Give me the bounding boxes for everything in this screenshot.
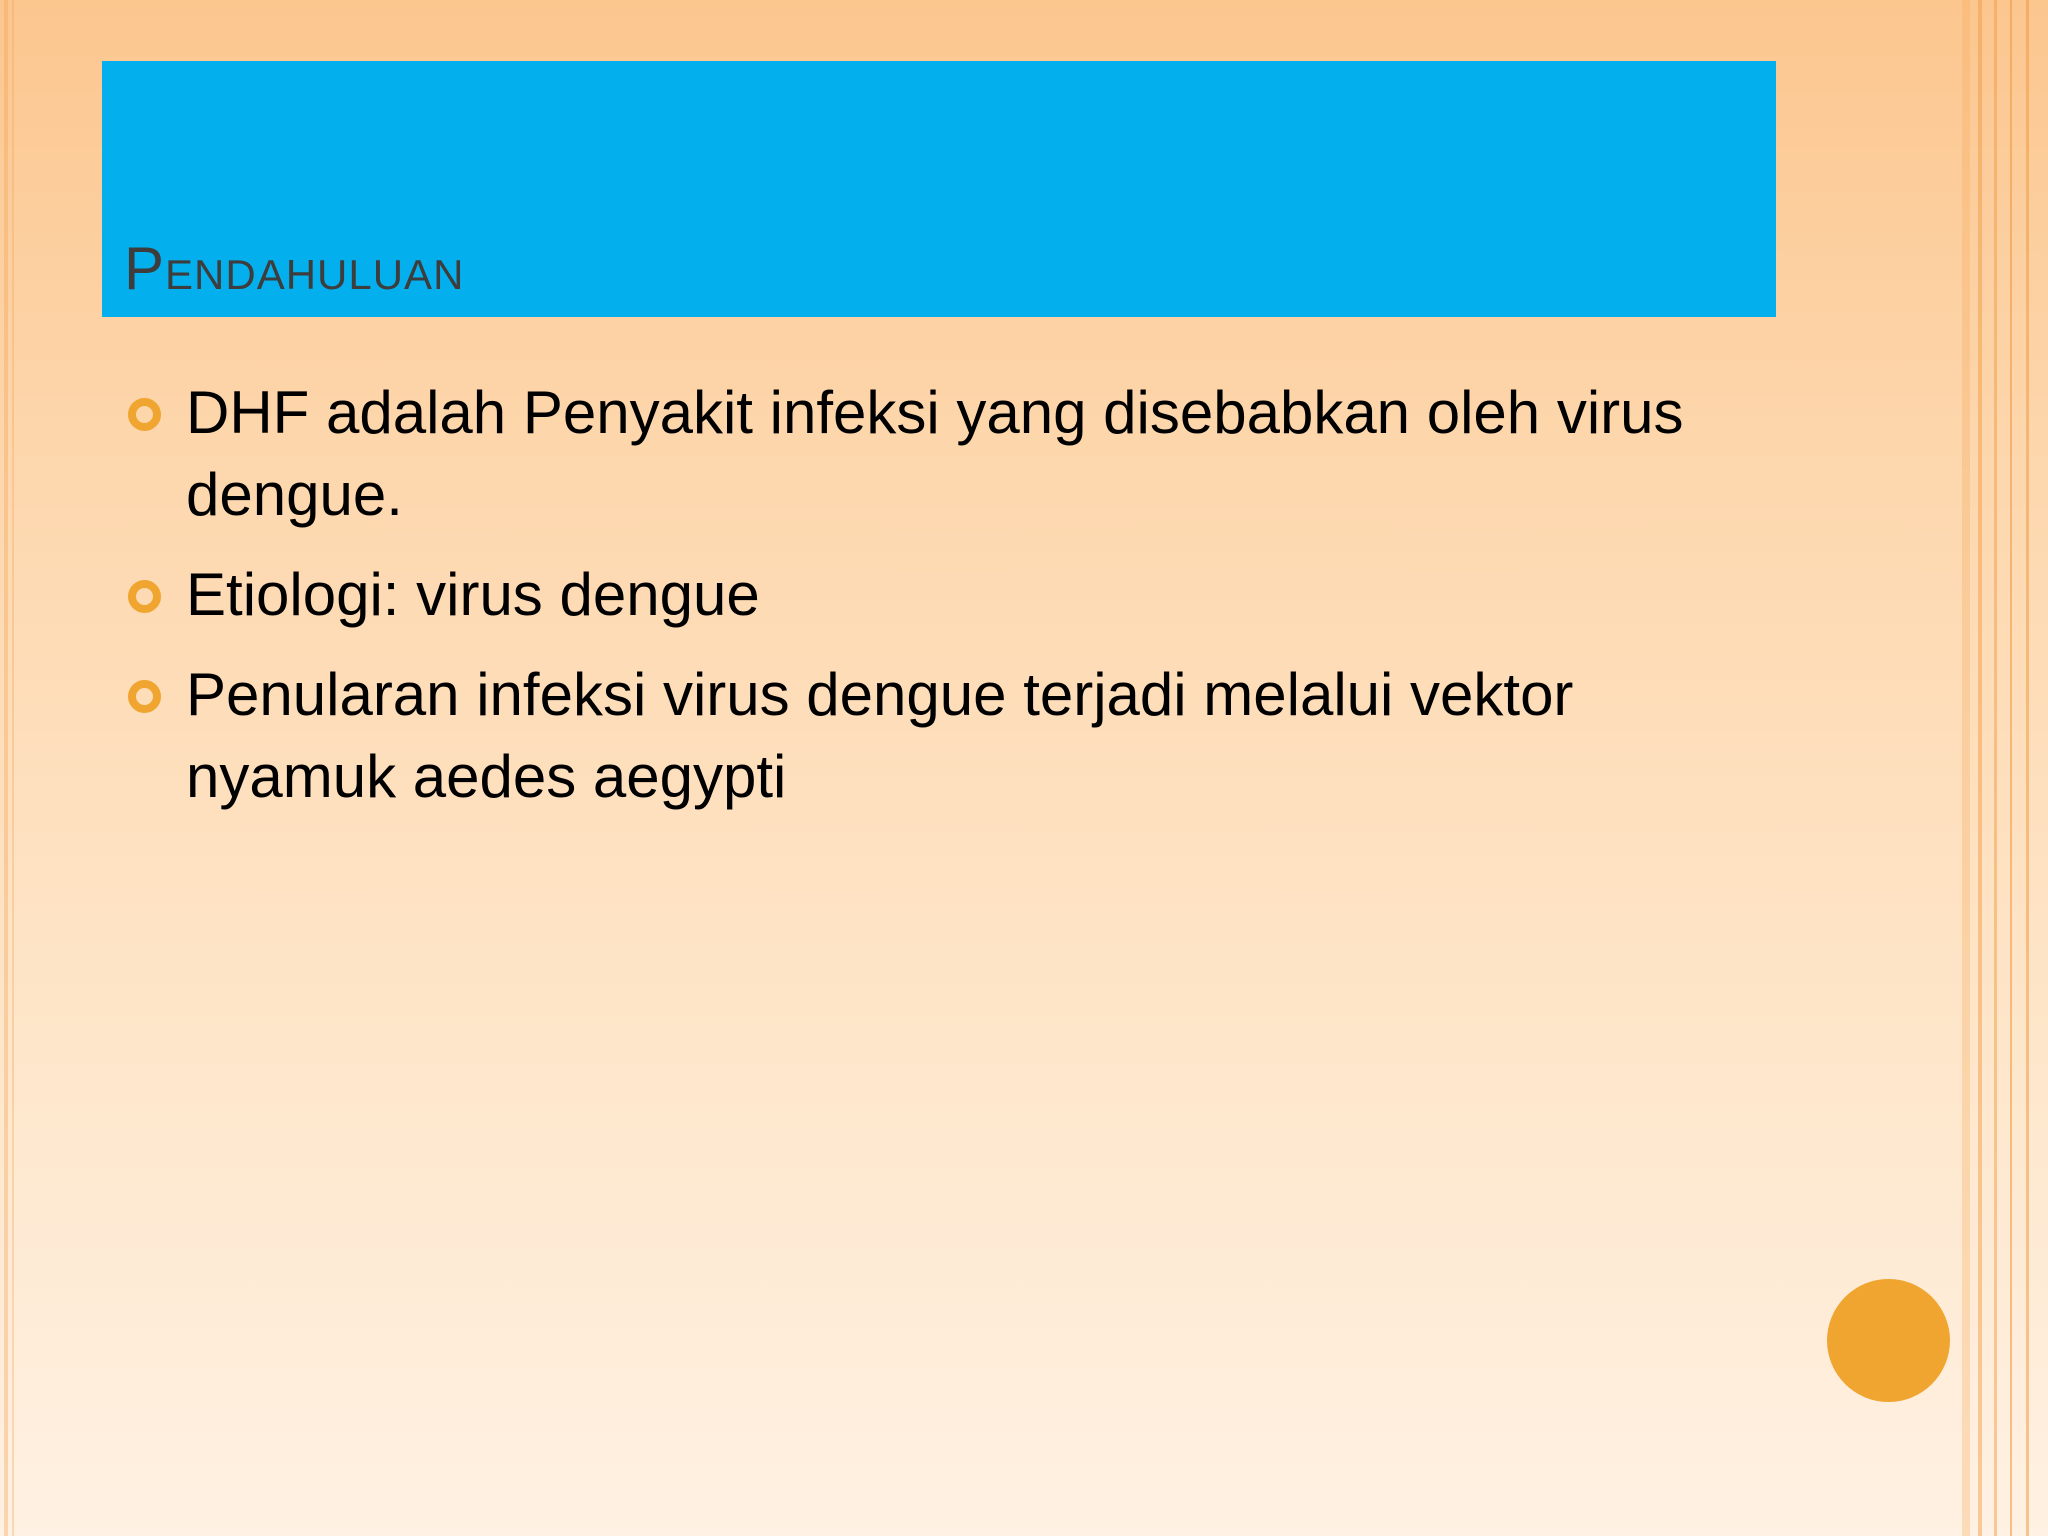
ring-bullet-icon bbox=[128, 580, 161, 613]
slide-title: Pendahuluan bbox=[124, 235, 465, 302]
bullet-text: Penularan infeksi virus dengue terjadi melalui vektor nyamuk aedes aegypti bbox=[186, 661, 1574, 810]
bullet-item bbox=[128, 654, 1768, 818]
bullet-text: DHF adalah Penyakit infeksi yang disebabkan oleh virus dengue. bbox=[186, 379, 1684, 528]
left-border-line bbox=[4, 0, 8, 1536]
bullet-list bbox=[128, 372, 1768, 836]
right-border-line bbox=[2026, 0, 2029, 1536]
bullet-item bbox=[128, 372, 1768, 536]
title-bar bbox=[102, 61, 1776, 317]
ring-bullet-icon bbox=[128, 398, 161, 431]
orange-circle-icon bbox=[1827, 1279, 1950, 1402]
right-border-line bbox=[1994, 0, 1997, 1536]
right-border-line bbox=[1978, 0, 1982, 1536]
ring-bullet-icon bbox=[128, 680, 161, 713]
bullet-text: Etiologi: virus dengue bbox=[186, 561, 760, 628]
left-border-line bbox=[12, 0, 14, 1536]
right-border-line bbox=[2010, 0, 2012, 1536]
bullet-item bbox=[128, 554, 1768, 636]
right-border-line bbox=[1962, 0, 1970, 1536]
